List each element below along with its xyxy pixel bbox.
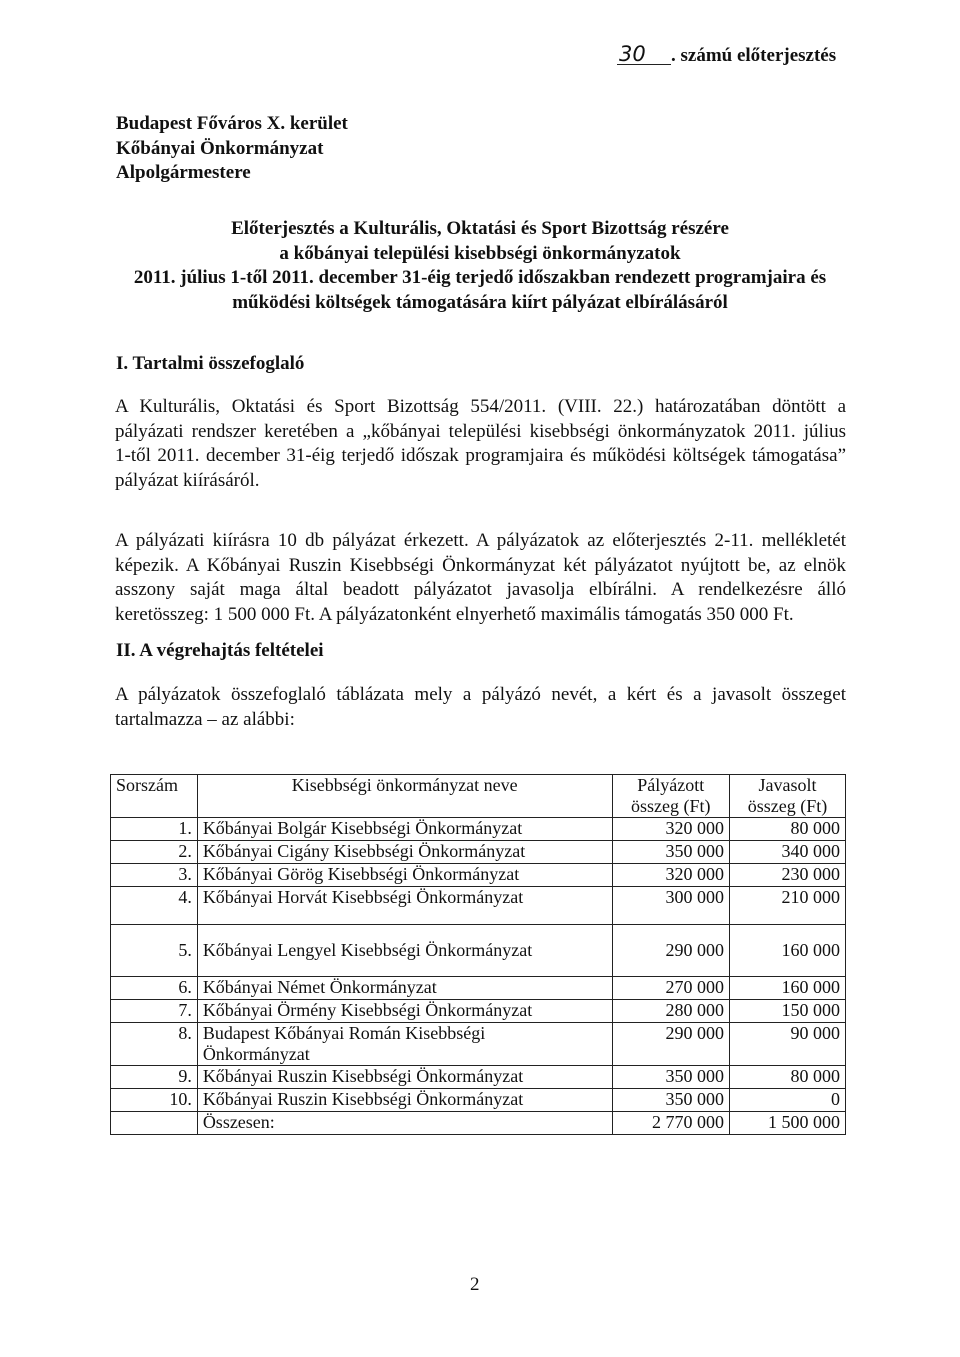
table-row: [111, 977, 846, 1000]
text-line: pályázat kiírásáról.: [115, 469, 260, 491]
cell-serial: 4.: [111, 887, 198, 925]
applications-table: [110, 774, 846, 1135]
cell-serial: 8.: [111, 1023, 198, 1066]
cell-proposed: 0: [729, 1089, 845, 1112]
cell-proposed: 230 000: [729, 864, 845, 887]
title-line: 2011. július 1-től 2011. december 31-éig terjedő időszakban rendezett programjaira és: [133, 267, 827, 288]
cell-proposed: 80 000: [729, 1066, 845, 1089]
header-requested: [612, 775, 729, 818]
cell-proposed: 210 000: [729, 887, 845, 925]
header-line: Javasolt: [758, 775, 817, 795]
cell-serial: 5.: [111, 925, 198, 977]
cell-name: Kőbányai Ruszin Kisebbségi Önkormányzat: [197, 1089, 612, 1112]
cell-total-label: Összesen:: [197, 1112, 612, 1135]
cell-total-proposed: 1 500 000: [729, 1112, 845, 1135]
table-row: [111, 1000, 846, 1023]
cell-requested: 350 000: [612, 841, 729, 864]
title-line: Előterjesztés a Kulturális, Oktatási és Sport Bizottság részére: [231, 218, 729, 239]
cell-name: Kőbányai Cigány Kisebbségi Önkormányzat: [197, 841, 612, 864]
section-1-paragraph-2: [115, 529, 846, 627]
cell-requested: 300 000: [612, 887, 729, 925]
table-row: [111, 1023, 846, 1066]
cell-requested: 320 000: [612, 864, 729, 887]
cell-serial: 1.: [111, 818, 198, 841]
cell-serial: [111, 1112, 198, 1135]
section-2-paragraph-1: [115, 683, 846, 732]
header-line: Pályázott: [637, 775, 705, 795]
text-line: A pályázatok összefoglaló táblázata mely a pályázó nevét, a kért és a javasolt összeget: [115, 684, 846, 705]
cell-requested: 350 000: [612, 1066, 729, 1089]
title-line: a kőbányai települési kisebbségi önkormányzatok: [279, 242, 681, 264]
handwritten-number: 30: [617, 44, 671, 65]
cell-serial: 9.: [111, 1066, 198, 1089]
cell-requested: 280 000: [612, 1000, 729, 1023]
cell-requested: 350 000: [612, 1089, 729, 1112]
document-number-label: . számú előterjesztés: [671, 45, 837, 66]
table-row: [111, 864, 846, 887]
table-row: [111, 841, 846, 864]
cell-proposed: 80 000: [729, 818, 845, 841]
section-1-paragraph-1: [115, 395, 846, 493]
cell-name: Budapest Kőbányai Román Kisebbségi Önkormányzat: [197, 1023, 612, 1066]
header-serial: Sorszám: [111, 775, 198, 818]
cell-name: Kőbányai Horvát Kisebbségi Önkormányzat: [197, 887, 612, 925]
issuer-line: Kőbányai Önkormányzat: [116, 137, 324, 159]
text-line: 1-től 2011. december 31-éig terjedő időszak programjaira és működési költségek támogatása”: [115, 445, 846, 466]
cell-proposed: 90 000: [729, 1023, 845, 1066]
table-row: [111, 1066, 846, 1089]
header-line: összeg (Ft): [631, 796, 711, 816]
section-2-heading: II. A végrehajtás feltételei: [116, 640, 324, 661]
issuer-line: Alpolgármestere: [116, 162, 251, 183]
table-header-row: [111, 775, 846, 818]
cell-name: Kőbányai Német Önkormányzat: [197, 977, 612, 1000]
text-line: asszony saját maga által beadott pályázatot javasolja elbírálni. A rendelkezésre álló: [115, 579, 846, 600]
cell-serial: 7.: [111, 1000, 198, 1023]
cell-serial: 3.: [111, 864, 198, 887]
table-row: [111, 925, 846, 977]
section-1-heading: I. Tartalmi összefoglaló: [116, 353, 305, 374]
cell-proposed: 160 000: [729, 977, 845, 1000]
text-line: A pályázati kiírásra 10 db pályázat érkezett. A pályázatok az előterjesztés 2-11. mellékletét: [115, 530, 846, 551]
text-line: képezik. A Kőbányai Ruszin Kisebbségi Önkormányzat két pályázatot nyújtott be, az elnök: [115, 554, 846, 576]
cell-proposed: 150 000: [729, 1000, 845, 1023]
document-title: [110, 217, 850, 315]
cell-name: Kőbányai Görög Kisebbségi Önkormányzat: [197, 864, 612, 887]
header-proposed: [729, 775, 845, 818]
cell-proposed: 340 000: [729, 841, 845, 864]
cell-serial: 6.: [111, 977, 198, 1000]
cell-proposed: 160 000: [729, 925, 845, 977]
cell-serial: 2.: [111, 841, 198, 864]
cell-total-requested: 2 770 000: [612, 1112, 729, 1135]
table-row: [111, 818, 846, 841]
text-line: keretösszeg: 1 500 000 Ft. A pályázatonként elnyerhető maximális támogatás 350 000 Ft.: [115, 603, 794, 625]
text-line: pályázati rendszer keretében a „kőbányai települési kisebbségi önkormányzatok 2011. július: [115, 420, 846, 442]
cell-requested: 290 000: [612, 1023, 729, 1066]
header-name: Kisebbségi önkormányzat neve: [197, 775, 612, 818]
table-total-row: [111, 1112, 846, 1135]
document-number: [617, 44, 836, 67]
cell-requested: 290 000: [612, 925, 729, 977]
cell-requested: 270 000: [612, 977, 729, 1000]
table-row: [111, 1089, 846, 1112]
page-number: 2: [470, 1274, 480, 1295]
title-line: működési költségek támogatására kiírt pályázat elbírálásáról: [232, 291, 728, 313]
issuer-block: [116, 112, 348, 186]
cell-name: Kőbányai Bolgár Kisebbségi Önkormányzat: [197, 818, 612, 841]
text-line: tartalmazza – az alábbi:: [115, 708, 295, 730]
header-line: összeg (Ft): [747, 796, 828, 816]
issuer-line: Budapest Főváros X. kerület: [116, 113, 348, 134]
text-line: A Kulturális, Oktatási és Sport Bizottság 554/2011. (VIII. 22.) határozatában döntött a: [115, 396, 846, 417]
cell-name: Kőbányai Lengyel Kisebbségi Önkormányzat: [197, 925, 612, 977]
table-row: [111, 887, 846, 925]
cell-name: Kőbányai Örmény Kisebbségi Önkormányzat: [197, 1000, 612, 1023]
cell-name: Kőbányai Ruszin Kisebbségi Önkormányzat: [197, 1066, 612, 1089]
cell-requested: 320 000: [612, 818, 729, 841]
cell-serial: 10.: [111, 1089, 198, 1112]
